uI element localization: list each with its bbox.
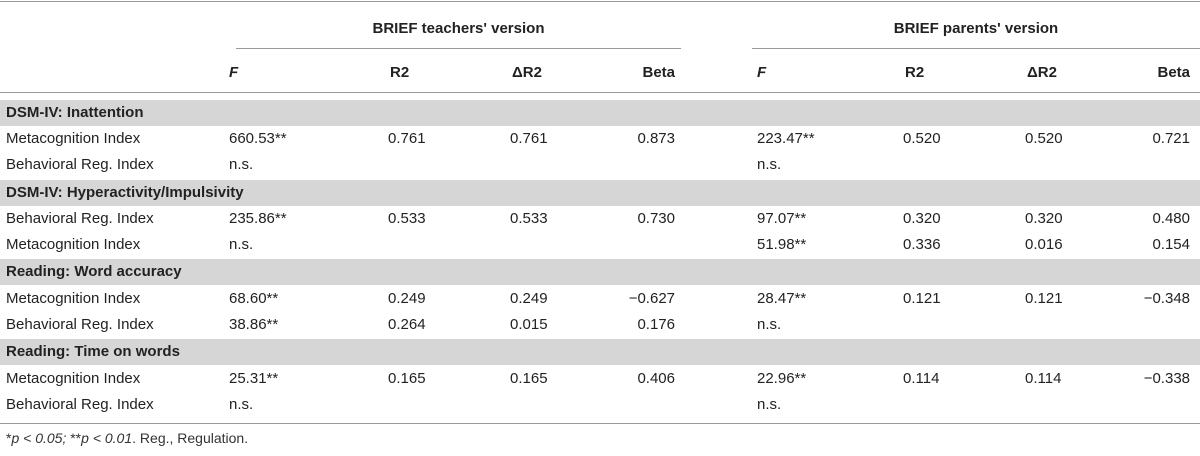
section-hyperactivity (0, 180, 1200, 206)
cell-dr2-parents: 0.121 (1025, 290, 1063, 307)
row-label: Behavioral Reg. Index (6, 316, 154, 333)
cell-beta-teachers: 0.176 (637, 316, 675, 333)
cell-dr2-teachers: 0.761 (510, 130, 548, 147)
footnote-star2: ** (70, 430, 82, 446)
section-word-accuracy (0, 259, 1200, 285)
row-label: Behavioral Reg. Index (6, 210, 154, 227)
table-row (0, 286, 1200, 312)
table-row (0, 312, 1200, 338)
row-label: Behavioral Reg. Index (6, 396, 154, 413)
cell-f-teachers: n.s. (229, 396, 254, 413)
cell-r2-teachers: 0.249 (388, 290, 426, 307)
cell-f-parents: n.s. (757, 396, 782, 413)
cell-r2-teachers: 0.165 (388, 370, 426, 387)
table-bottom-rule (0, 423, 1200, 424)
group-rule-parents (752, 48, 1200, 49)
cell-dr2-parents: 0.016 (1025, 236, 1063, 253)
cell-beta-teachers: 0.406 (637, 370, 675, 387)
cell-dr2-teachers: 0.533 (510, 210, 548, 227)
cell-beta-parents: 0.154 (1152, 236, 1190, 253)
table-row (0, 232, 1200, 258)
cell-r2-parents: 0.520 (903, 130, 941, 147)
group-header-teachers: BRIEF teachers' version (372, 20, 545, 37)
table-row (0, 152, 1200, 178)
cell-beta-parents: −0.348 (1143, 290, 1190, 307)
cell-dr2-parents: 0.114 (1025, 370, 1062, 387)
cell-dr2-teachers: 0.249 (510, 290, 548, 307)
section-title: DSM-IV: Hyperactivity/Impulsivity (6, 184, 244, 201)
header-rule (0, 92, 1200, 93)
row-label: Behavioral Reg. Index (6, 156, 154, 173)
cell-r2-parents: 0.121 (903, 290, 941, 307)
cell-f-parents: 22.96** (757, 370, 807, 387)
section-title: Reading: Word accuracy (6, 263, 182, 280)
footnote-p2: p < 0.01 (81, 430, 133, 446)
footnote-p1: p < 0.05; (11, 430, 71, 446)
cell-r2-teachers: 0.533 (388, 210, 426, 227)
cell-f-parents: 97.07** (757, 210, 807, 227)
table-row (0, 126, 1200, 152)
cell-f-teachers: 25.31** (229, 370, 279, 387)
cell-r2-teachers: 0.761 (388, 130, 426, 147)
row-label: Metacognition Index (6, 236, 141, 253)
cell-f-teachers: n.s. (229, 156, 254, 173)
cell-r2-parents: 0.114 (903, 370, 940, 387)
table-footnote (6, 430, 248, 446)
col-header-beta-parents: Beta (1157, 64, 1190, 81)
cell-f-teachers: 68.60** (229, 290, 279, 307)
cell-dr2-parents: 0.320 (1025, 210, 1063, 227)
cell-dr2-teachers: 0.165 (510, 370, 548, 387)
section-title: DSM-IV: Inattention (6, 104, 144, 121)
cell-beta-parents: 0.721 (1152, 130, 1190, 147)
cell-f-parents: 51.98** (757, 236, 807, 253)
cell-dr2-teachers: 0.015 (510, 316, 548, 333)
cell-beta-parents: 0.480 (1152, 210, 1190, 227)
cell-r2-teachers: 0.264 (388, 316, 426, 333)
cell-beta-parents: −0.338 (1143, 370, 1190, 387)
cell-beta-teachers: 0.873 (637, 130, 675, 147)
table-top-rule (0, 1, 1200, 2)
table-row (0, 392, 1200, 418)
cell-f-teachers: 235.86** (229, 210, 287, 227)
cell-r2-parents: 0.320 (903, 210, 941, 227)
col-header-f-teachers: F (229, 64, 239, 81)
col-header-dr2-parents: ΔR2 (1027, 64, 1057, 81)
table-row (0, 366, 1200, 392)
cell-r2-parents: 0.336 (903, 236, 941, 253)
table-row (0, 206, 1200, 232)
cell-f-parents: 28.47** (757, 290, 807, 307)
footnote-star1: * (6, 430, 12, 446)
cell-f-teachers: 38.86** (229, 316, 279, 333)
group-rule-teachers (236, 48, 681, 49)
cell-f-parents: n.s. (757, 316, 782, 333)
cell-dr2-parents: 0.520 (1025, 130, 1063, 147)
col-header-f-parents: F (757, 64, 767, 81)
footnote-rest: . Reg., Regulation. (132, 430, 249, 446)
section-time-on-words (0, 339, 1200, 365)
section-inattention (0, 100, 1200, 126)
col-header-beta-teachers: Beta (642, 64, 675, 81)
row-label: Metacognition Index (6, 370, 141, 387)
cell-f-teachers: 660.53** (229, 130, 287, 147)
cell-beta-teachers: 0.730 (637, 210, 675, 227)
col-header-r2-parents: R2 (905, 64, 925, 81)
cell-f-teachers: n.s. (229, 236, 254, 253)
cell-f-parents: n.s. (757, 156, 782, 173)
col-header-dr2-teachers: ΔR2 (512, 64, 542, 81)
section-title: Reading: Time on words (6, 343, 180, 360)
row-label: Metacognition Index (6, 290, 141, 307)
cell-beta-teachers: −0.627 (628, 290, 675, 307)
row-label: Metacognition Index (6, 130, 141, 147)
col-header-r2-teachers: R2 (390, 64, 410, 81)
group-header-parents: BRIEF parents' version (893, 20, 1059, 37)
cell-f-parents: 223.47** (757, 130, 815, 147)
